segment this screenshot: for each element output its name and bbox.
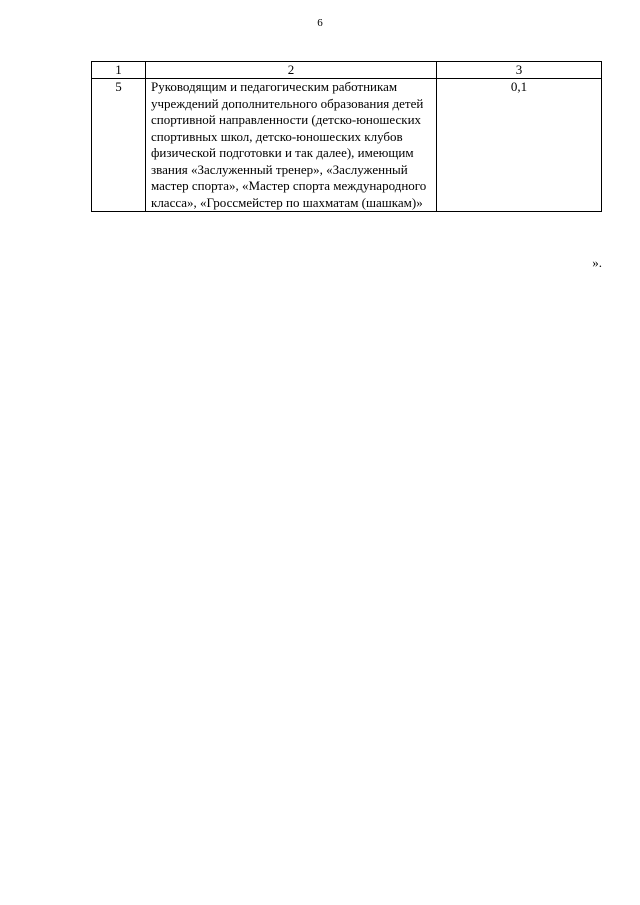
column-header-2: 2: [146, 62, 437, 79]
table-row: [92, 79, 602, 212]
row-description-cell: Руководящим и педагогическим работникам учреждений дополнительного образования детей спортивной направленности (детско-юношеских спортивных школ, детско-юношеских клубов физической подготовки и так далее), имеющим звания «Заслуженный тренер», «Заслуженный мастер спорта», «Мастер спорта международного класса», «Гроссмейстер по шахматам (шашкам)»: [146, 79, 437, 212]
column-header-3: 3: [437, 62, 602, 79]
closing-quote: ».: [592, 255, 602, 270]
column-header-1: 1: [92, 62, 146, 79]
table-header-row: [92, 62, 602, 79]
page-number: 6: [317, 17, 323, 29]
row-value-cell: 0,1: [437, 79, 602, 212]
document-table: [91, 61, 602, 212]
row-number-cell: 5: [92, 79, 146, 212]
